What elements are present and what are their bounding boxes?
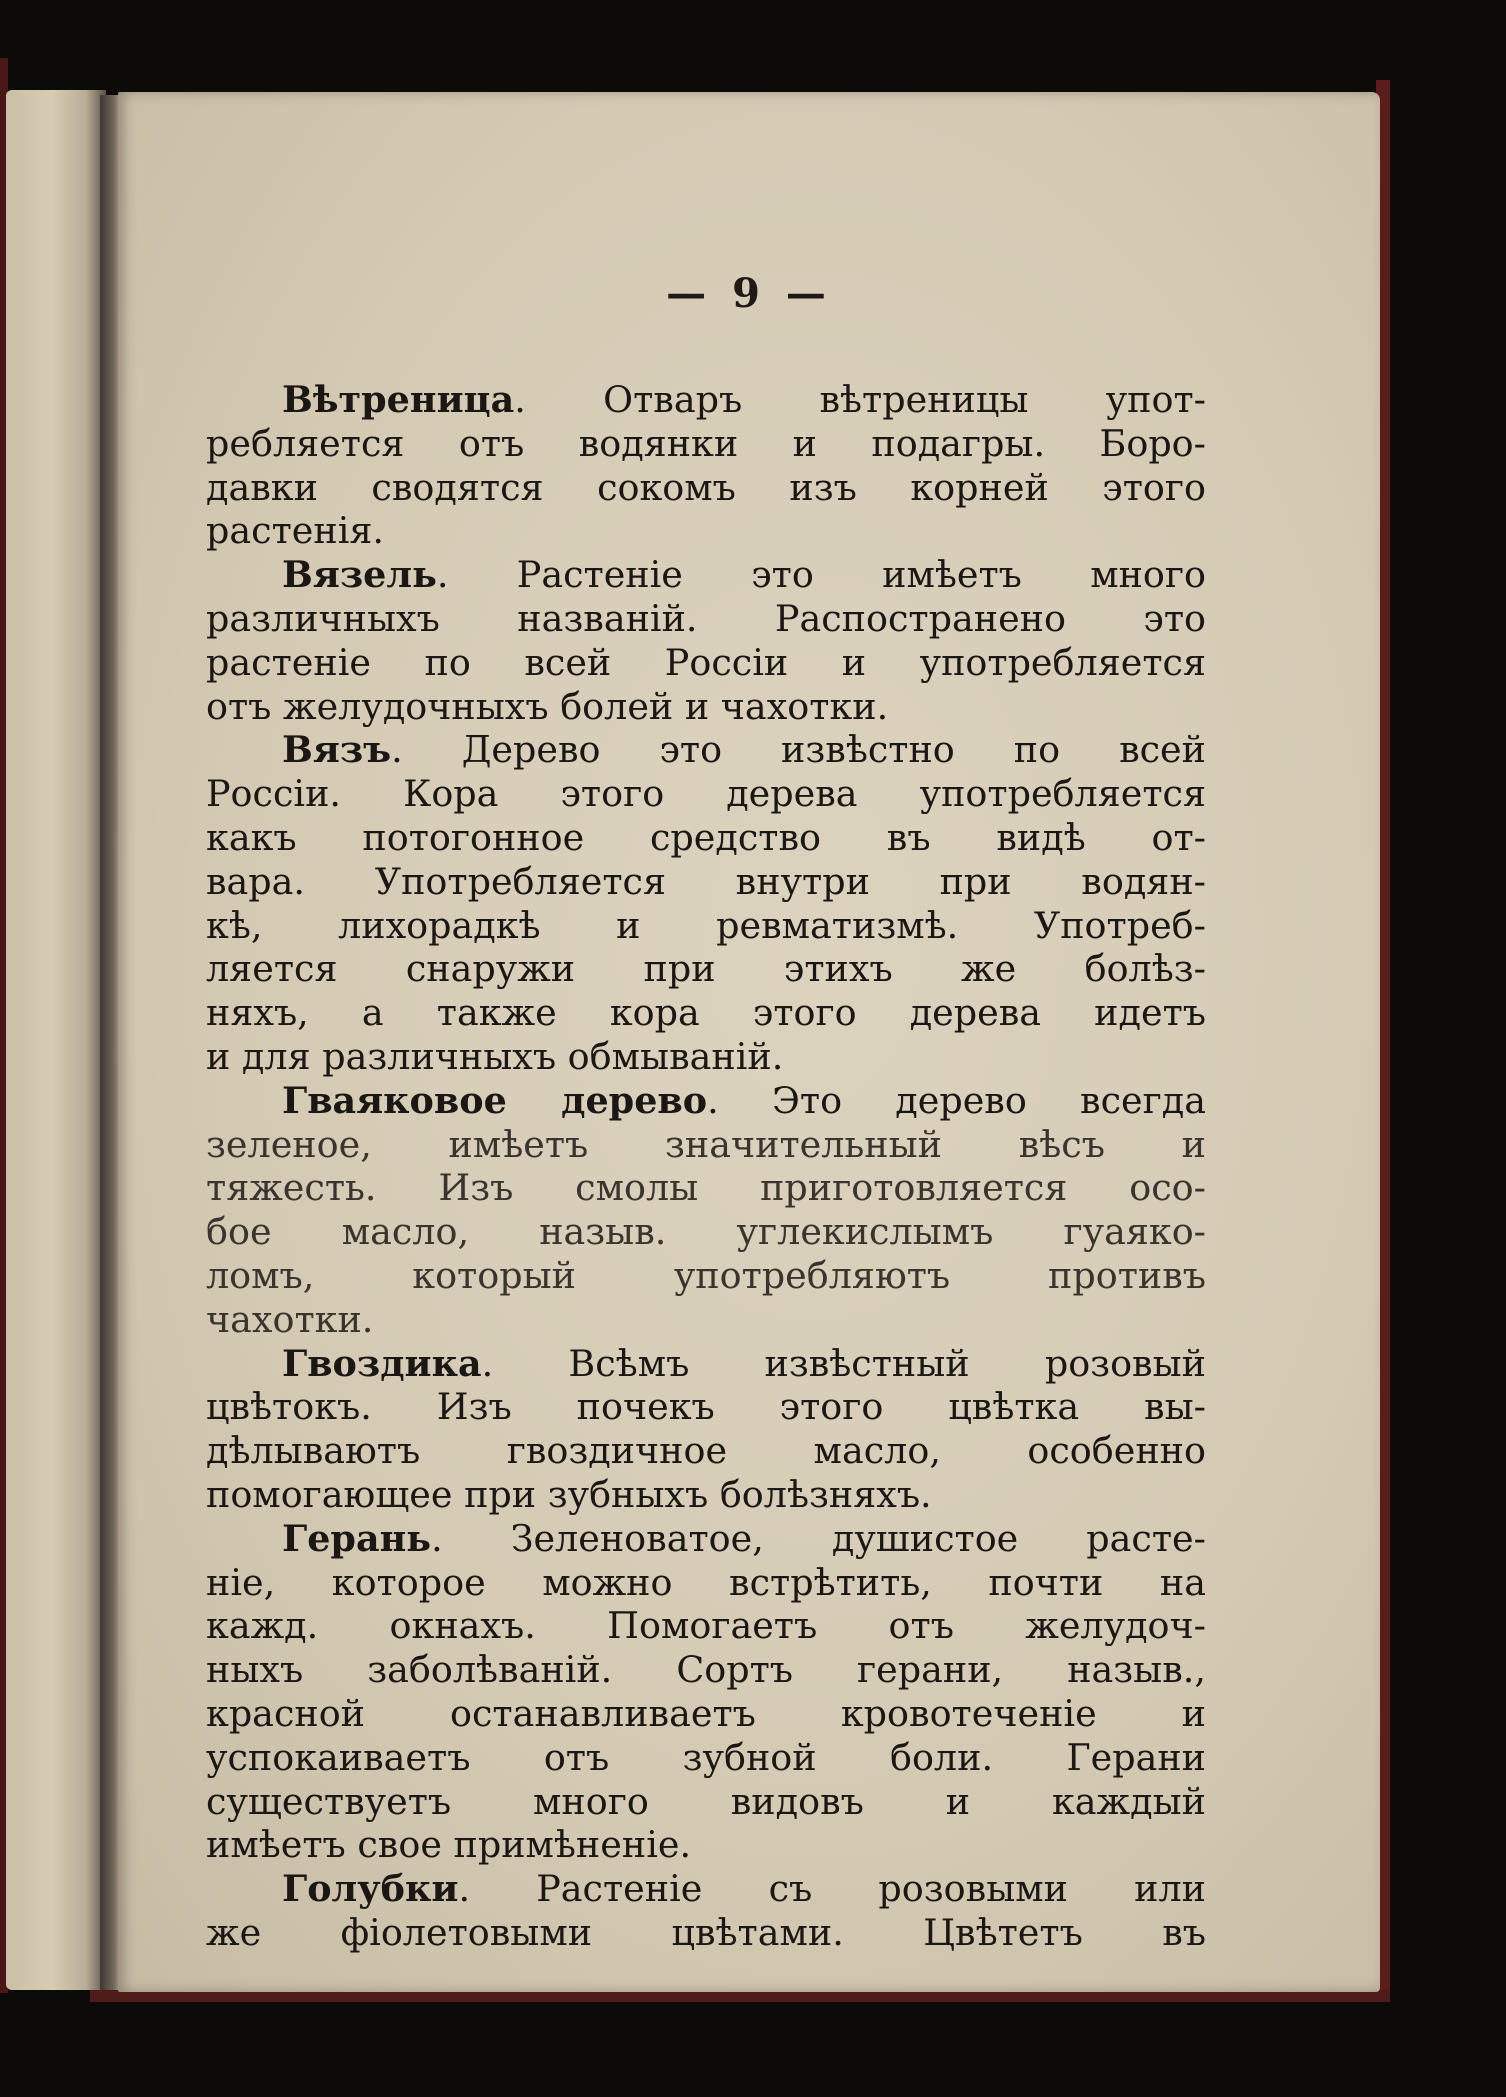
line-text: растеніе по всей Россіи и употребляется	[206, 640, 1206, 684]
line-text: Россіи. Кора этого дерева употребляется	[206, 772, 1206, 816]
text-line	[206, 1298, 1206, 1342]
line-text: кѣ, лихорадкѣ и ревматизмѣ. Употреб-	[206, 903, 1206, 947]
entry-term: Гвоздика	[282, 1341, 482, 1385]
line-text: ныхъ заболѣваній. Сортъ герани, назыв.,	[206, 1648, 1206, 1692]
line-text: успокаиваетъ отъ зубной боли. Герани	[206, 1735, 1206, 1779]
line-text: различныхъ названій. Распостранено это	[206, 596, 1206, 640]
line-text: чахотки.	[206, 1297, 374, 1341]
line-text: няхъ, а также кора этого дерева идетъ	[206, 991, 1206, 1035]
line-text: . Растеніе съ розовыми или	[458, 1867, 1206, 1911]
line-text: цвѣтокъ. Изъ почекъ этого цвѣтка вы-	[206, 1385, 1206, 1429]
text-line	[206, 1823, 1206, 1867]
entry-term: Гваяковое дерево	[282, 1078, 708, 1122]
text-line	[206, 1911, 1206, 1955]
line-text: зеленое, имѣетъ значительный вѣсъ и	[206, 1122, 1206, 1166]
line-text: и для различныхъ обмываній.	[206, 1034, 784, 1078]
line-text: тяжесть. Изъ смолы приготовляется осо-	[206, 1166, 1206, 1210]
line-text: существуетъ много видовъ и каждый	[206, 1779, 1206, 1823]
entry-heading-line	[206, 378, 1206, 422]
line-text: помогающее при зубныхъ болѣзняхъ.	[206, 1472, 932, 1516]
line-text: . Растеніе это имѣетъ много	[436, 553, 1206, 597]
line-text: ляется снаружи при этихъ же болѣз-	[206, 947, 1206, 991]
line-text: ніе, которое можно встрѣтить, почти на	[206, 1560, 1206, 1604]
text-line	[206, 1123, 1206, 1167]
text-line	[206, 1473, 1206, 1517]
text-line	[206, 1210, 1206, 1254]
text-line	[206, 466, 1206, 510]
text-line	[206, 509, 1206, 553]
line-text: ребляется отъ водянки и подагры. Боро-	[206, 421, 1206, 465]
entry-term: Герань	[282, 1516, 432, 1560]
text-line	[206, 947, 1206, 991]
line-text: давки сводятся сокомъ изъ корней этого	[206, 465, 1206, 509]
text-line	[206, 1604, 1206, 1648]
entry-term: Вѣтреница	[282, 378, 515, 421]
line-text: . Дерево это извѣстно по всей	[391, 728, 1206, 772]
line-text: растенія.	[206, 509, 384, 553]
entry-term: Вязъ	[282, 728, 392, 772]
entry-term: Голубки	[282, 1867, 459, 1911]
entry-heading-line	[206, 1517, 1206, 1561]
line-text: . Отваръ вѣтреницы упот-	[514, 378, 1206, 421]
entry-heading-line	[206, 553, 1206, 597]
text-line	[206, 1429, 1206, 1473]
text-line	[206, 772, 1206, 816]
line-text: . Зеленоватое, душистое расте-	[431, 1516, 1206, 1560]
text-line	[206, 422, 1206, 466]
text-line	[206, 904, 1206, 948]
text-line	[206, 1166, 1206, 1210]
line-text: . Это дерево всегда	[707, 1078, 1206, 1122]
entry-heading-line	[206, 1342, 1206, 1386]
text-line	[206, 1561, 1206, 1605]
text-line	[206, 597, 1206, 641]
line-text: имѣетъ свое примѣненіе.	[206, 1823, 692, 1867]
text-line	[206, 641, 1206, 685]
text-line	[206, 991, 1206, 1035]
left-page-edge	[6, 90, 106, 1990]
page-body-text	[206, 378, 1206, 1955]
entry-term: Вязель	[282, 553, 437, 597]
text-line	[206, 1736, 1206, 1780]
text-line	[206, 1385, 1206, 1429]
text-line	[206, 1648, 1206, 1692]
line-text: какъ потогонное средство въ видѣ от-	[206, 815, 1206, 859]
line-text: . Всѣмъ извѣстный розовый	[481, 1341, 1206, 1385]
page-number: — 9 —	[666, 270, 832, 317]
line-text: кажд. окнахъ. Помогаетъ отъ желудоч-	[206, 1604, 1206, 1648]
text-line	[206, 1254, 1206, 1298]
book-page	[118, 92, 1380, 1992]
entry-heading-line	[206, 728, 1206, 772]
text-line	[206, 816, 1206, 860]
line-text: вара. Употребляется внутри при водян-	[206, 859, 1206, 903]
entry-heading-line	[206, 1867, 1206, 1911]
text-line	[206, 860, 1206, 904]
text-line	[206, 1035, 1206, 1079]
text-line	[206, 685, 1206, 729]
line-text: отъ желудочныхъ болей и чахотки.	[206, 684, 889, 728]
line-text: дѣлываютъ гвоздичное масло, особенно	[206, 1429, 1206, 1473]
line-text: красной останавливаетъ кровотеченіе и	[206, 1691, 1206, 1735]
entry-heading-line	[206, 1079, 1206, 1123]
line-text: ломъ, который употребляютъ противъ	[206, 1253, 1206, 1297]
text-line	[206, 1692, 1206, 1736]
line-text: же фіолетовыми цвѣтами. Цвѣтетъ въ	[206, 1910, 1206, 1954]
text-line	[206, 1780, 1206, 1824]
line-text: бое масло, назыв. углекислымъ гуаяко-	[206, 1210, 1206, 1254]
